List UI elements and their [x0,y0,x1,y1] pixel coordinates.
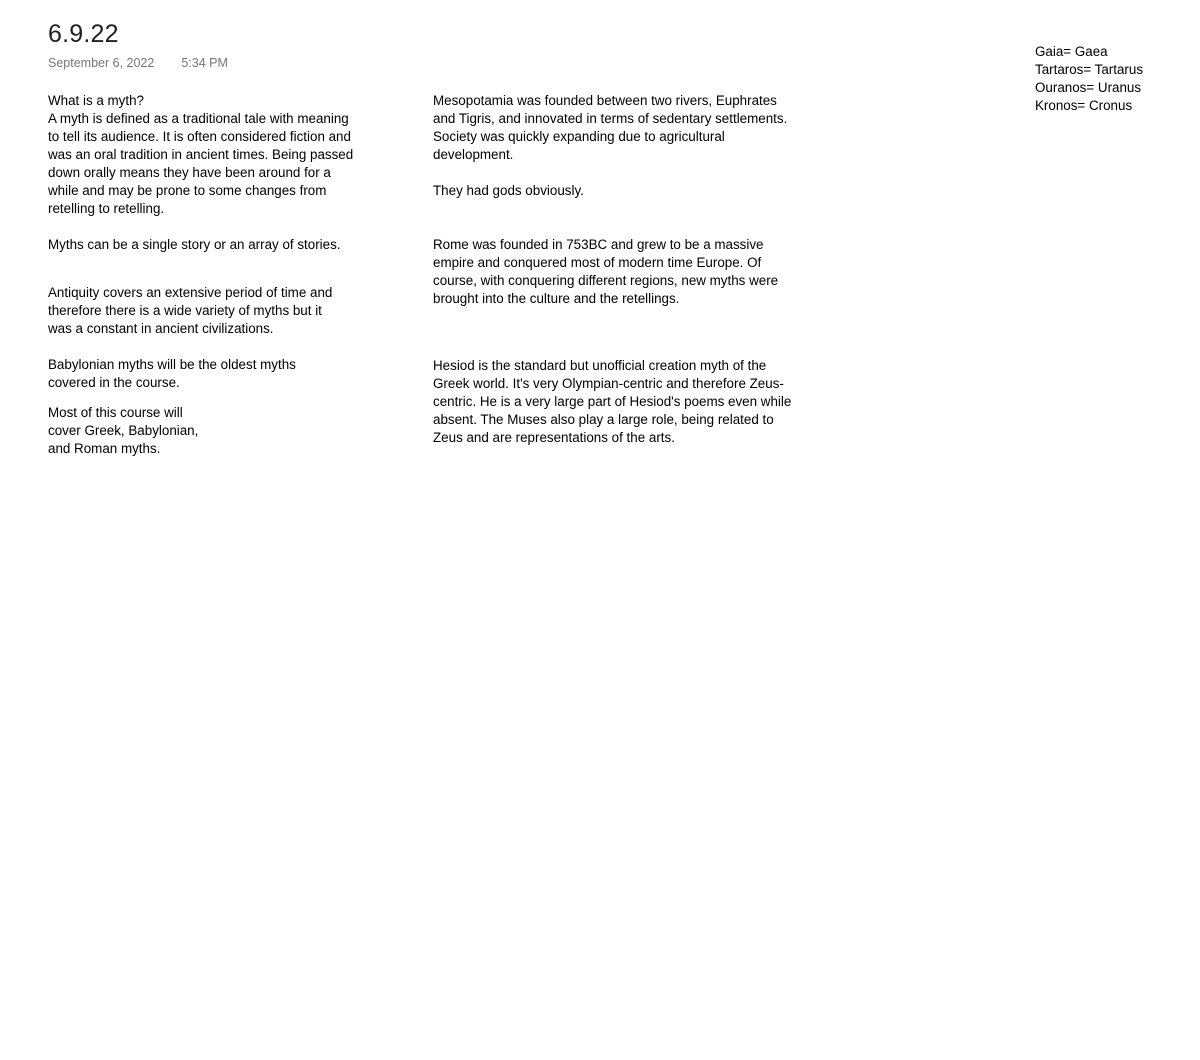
text-block[interactable] [1035,43,1143,115]
text-block[interactable] [433,357,791,447]
text-line: was a constant in ancient civilizations. [48,321,274,336]
text-line: and Roman myths. [48,441,161,456]
text-block[interactable] [433,92,787,200]
blank-line [48,218,353,236]
text-line: Mesopotamia was founded between two rivers, Euphrates [433,93,777,108]
text-line: course, with conquering different regions, new myths were [433,273,779,288]
text-line: was an oral tradition in ancient times. Being passed [48,147,354,162]
text-block[interactable] [48,404,198,458]
text-line: empire and conquered most of modern time Europe. Of [433,255,762,270]
blank-line [433,164,787,182]
text-line: A myth is defined as a traditional tale with meaning [48,111,349,126]
text-line: What is a myth? [48,93,144,108]
text-block[interactable] [48,284,332,392]
note-time: 5:34 PM [181,56,228,70]
text-line: brought into the culture and the retellings. [433,291,680,306]
note-date: September 6, 2022 [48,56,155,70]
note-meta [48,56,228,70]
text-line: Rome was founded in 753BC and grew to be a massive [433,237,764,252]
text-line: Society was quickly expanding due to agricultural [433,129,725,144]
note-title[interactable]: 6.9.22 [48,20,119,48]
text-line: while and may be prone to some changes from [48,183,327,198]
text-line: centric. He is a very large part of Hesiod's poems even while [433,394,792,409]
text-line: Tartaros= Tartarus [1035,62,1144,77]
blank-line [48,338,332,356]
text-line: cover Greek, Babylonian, [48,423,199,438]
text-line: Antiquity covers an extensive period of time and [48,285,333,300]
text-line: Greek world. It's very Olympian-centric and therefore Zeus- [433,376,784,391]
text-line: absent. The Muses also play a large role, being related to [433,412,774,427]
text-line: therefore there is a wide variety of myths but it [48,303,322,318]
text-line: and Tigris, and innovated in terms of sedentary settlements. [433,111,788,126]
text-line: development. [433,147,514,162]
text-block[interactable] [48,92,353,254]
text-line: covered in the course. [48,375,180,390]
text-line: Myths can be a single story or an array of stories. [48,237,341,252]
text-line: Most of this course will [48,405,183,420]
text-line: retelling to retelling. [48,201,165,216]
text-line: to tell its audience. It is often considered fiction and [48,129,351,144]
text-block[interactable] [433,236,778,308]
text-line: Ouranos= Uranus [1035,80,1142,95]
text-line: Gaia= Gaea [1035,44,1108,59]
text-line: Babylonian myths will be the oldest myths [48,357,296,372]
text-line: Kronos= Cronus [1035,98,1133,113]
text-line: They had gods obviously. [433,183,584,198]
text-line: down orally means they have been around for a [48,165,331,180]
text-line: Zeus and are representations of the arts. [433,430,675,445]
text-line: Hesiod is the standard but unofficial creation myth of the [433,358,767,373]
